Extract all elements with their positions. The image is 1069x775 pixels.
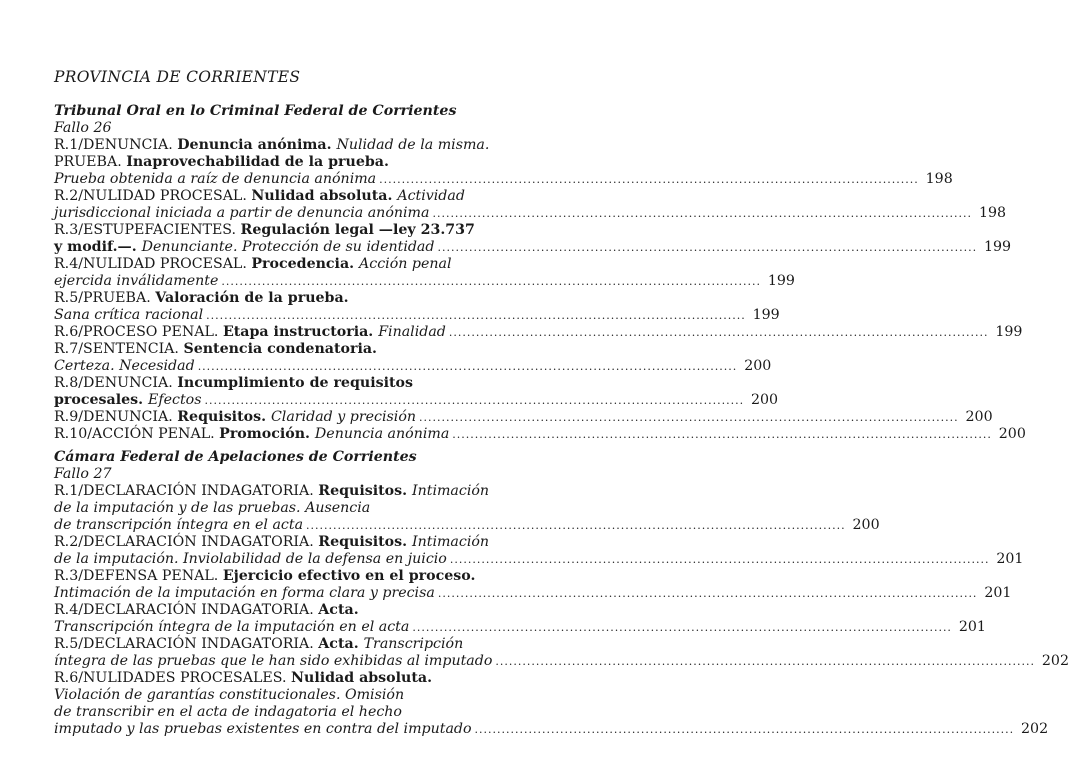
entry-line <box>54 341 494 358</box>
bold-topic: Requisitos. <box>318 534 412 550</box>
entry-text <box>54 636 463 653</box>
entry-line <box>54 137 494 154</box>
bold-topic: Denuncia anónima. <box>177 137 337 153</box>
page-number: 202 <box>1021 721 1049 737</box>
index-entry <box>54 426 1026 443</box>
entry-line <box>54 239 1012 256</box>
page-number: 201 <box>958 619 986 635</box>
entry-line <box>54 273 795 290</box>
bold-topic: Requisitos. <box>177 409 271 425</box>
index-entry <box>54 341 772 375</box>
province-title: PROVINCIA DE CORRIENTES <box>54 68 301 86</box>
page-number: 201 <box>984 585 1012 601</box>
rule-label: R.8/DENUNCIA. <box>54 375 178 391</box>
bold-topic: y modif.—. <box>54 239 142 255</box>
rule-label: R.9/DENUNCIA. <box>54 409 178 425</box>
rule-label: R.5/DECLARACIÓN INDAGATORIA. <box>54 636 319 652</box>
rule-label: R.10/ACCIÓN PENAL. <box>54 426 220 442</box>
italic-subtopic: de la imputación y de las pruebas. Ausencia <box>54 500 371 516</box>
italic-subtopic: Intimación de la imputación en forma clara y precisa <box>54 585 435 601</box>
bold-topic: Acta. <box>318 636 364 652</box>
page-number: 199 <box>983 239 1012 255</box>
leader-dots: ........................................................................................................................ <box>449 553 990 566</box>
entry-line <box>54 687 494 704</box>
entry-line <box>54 602 494 619</box>
page-number: 199 <box>995 324 1023 340</box>
entry-text <box>54 721 472 738</box>
entry-text <box>54 653 492 670</box>
entry-line <box>54 636 494 653</box>
index-entry <box>54 256 795 290</box>
page-number: 198 <box>978 205 1007 221</box>
index-entry <box>54 602 986 636</box>
bold-topic: Acta. <box>318 602 359 618</box>
entry-line <box>54 704 494 721</box>
entry-text <box>54 585 435 602</box>
italic-subtopic: Intimación <box>412 534 490 550</box>
entry-text <box>54 256 452 273</box>
entry-text <box>54 137 489 154</box>
entry-text <box>54 205 429 222</box>
page-number: 200 <box>852 517 880 533</box>
page-number: 200 <box>744 358 772 374</box>
leader-dots: ........................................................................................................................ <box>206 309 746 322</box>
rule-label: R.1/DECLARACIÓN INDAGATORIA. <box>54 483 319 499</box>
entry-text <box>54 239 434 256</box>
leader-dots: ........................................................................................................................ <box>448 326 989 339</box>
rule-label: R.1/DENUNCIA. <box>54 137 178 153</box>
entry-text <box>54 409 416 426</box>
entry-line <box>54 307 780 324</box>
index-entry <box>54 483 880 534</box>
entry-text <box>54 568 475 585</box>
rule-label: R.2/NULIDAD PROCESAL. <box>54 188 252 204</box>
entry-line <box>54 721 1049 738</box>
fallo-label: Fallo 27 <box>54 466 112 482</box>
bold-topic: Promoción. <box>219 426 315 442</box>
italic-subtopic: jurisdiccional iniciada a partir de denuncia anónima <box>54 205 430 221</box>
rule-label: R.6/NULIDADES PROCESALES. <box>54 670 292 686</box>
italic-subtopic: íntegra de las pruebas que le han sido exhibidas al imputado <box>54 653 493 669</box>
bold-topic: Sentencia condenatoria. <box>183 341 377 357</box>
index-entry <box>54 409 993 426</box>
entry-text <box>54 687 404 704</box>
index-entry <box>54 188 1007 222</box>
entry-text <box>54 426 449 443</box>
entry-line <box>54 324 1023 341</box>
index-entries <box>54 137 1026 443</box>
bold-topic: Valoración de la prueba. <box>155 290 349 306</box>
entry-line <box>54 188 494 205</box>
index-entry <box>54 568 1012 602</box>
index-entry <box>54 636 1069 670</box>
leader-dots: ........................................................................................................................ <box>437 241 978 254</box>
entry-text <box>54 273 218 290</box>
entry-line <box>54 670 494 687</box>
leader-dots: ........................................................................................................................ <box>204 394 745 407</box>
entry-text <box>54 171 376 188</box>
italic-subtopic: Acción penal <box>359 256 452 272</box>
entry-line <box>54 426 1026 443</box>
leader-dots: ........................................................................................................................ <box>452 428 992 441</box>
leader-dots: ........................................................................................................................ <box>306 519 846 532</box>
bold-topic: Incumplimiento de requisitos <box>177 375 413 391</box>
entry-line <box>54 568 494 585</box>
bold-topic: Etapa instructoria. <box>222 324 379 340</box>
rule-label: PRUEBA. <box>54 154 127 170</box>
italic-subtopic: Claridad y precisión <box>270 409 417 425</box>
bold-topic: Nulidad absoluta. <box>291 670 433 686</box>
italic-subtopic: ejercida inválidamente <box>54 273 219 289</box>
leader-dots: ........................................................................................................................ <box>221 275 761 288</box>
italic-subtopic: Prueba obtenida a raíz de denuncia anónima <box>54 171 377 187</box>
page-number: 199 <box>752 307 780 323</box>
page-number: 200 <box>965 409 993 425</box>
bold-topic: procesales. <box>54 392 148 408</box>
leader-dots: ........................................................................................................................ <box>474 723 1015 736</box>
leader-dots: ........................................................................................................................ <box>437 587 978 600</box>
italic-subtopic: Nulidad de la misma. <box>336 137 490 153</box>
bold-topic: Procedencia. <box>251 256 360 272</box>
italic-subtopic: Actividad <box>397 188 465 204</box>
court-section <box>54 449 1069 738</box>
italic-subtopic: Denuncia anónima <box>314 426 450 442</box>
index-entry <box>54 534 1024 568</box>
entry-text <box>54 704 402 721</box>
leader-dots: ........................................................................................................................ <box>495 655 1035 668</box>
entry-text <box>54 222 475 239</box>
page-number: 200 <box>750 392 779 408</box>
rule-label: R.6/PROCESO PENAL. <box>54 324 223 340</box>
entry-text <box>54 188 465 205</box>
leader-dots: ........................................................................................................................ <box>379 173 919 186</box>
italic-subtopic: de la imputación. Inviolabilidad de la defensa en juicio <box>54 551 447 567</box>
entry-line <box>54 483 494 500</box>
italic-subtopic: Certeza. Necesidad <box>54 358 195 374</box>
page-number: 199 <box>767 273 795 289</box>
entry-line <box>54 409 993 426</box>
rule-label: R.2/DECLARACIÓN INDAGATORIA. <box>54 534 319 550</box>
index-entry <box>54 375 779 409</box>
italic-subtopic: Transcripción <box>363 636 464 652</box>
italic-subtopic: Intimación <box>412 483 490 499</box>
entry-text <box>54 154 389 171</box>
italic-subtopic: Transcripción íntegra de la imputación en el acta <box>54 619 410 635</box>
leader-dots: ........................................................................................................................ <box>197 360 738 373</box>
court-heading: Tribunal Oral en lo Criminal Federal de Corrientes <box>54 103 457 119</box>
entry-line <box>54 619 986 636</box>
italic-subtopic: Efectos <box>148 392 202 408</box>
index-entries <box>54 483 1069 738</box>
entry-text <box>54 392 201 409</box>
entry-line <box>54 171 953 188</box>
index-entry <box>54 324 1023 341</box>
page-number: 200 <box>998 426 1026 442</box>
entry-text <box>54 307 203 324</box>
entry-text <box>54 534 489 551</box>
entry-line <box>54 154 494 171</box>
italic-subtopic: de transcribir en el acta de indagatoria el hecho <box>54 704 402 720</box>
entry-line <box>54 653 1069 670</box>
court-heading: Cámara Federal de Apelaciones de Corrientes <box>54 449 417 465</box>
entry-line <box>54 500 494 517</box>
bold-topic: Ejercicio efectivo en el proceso. <box>222 568 476 584</box>
page-number: 202 <box>1041 653 1069 669</box>
bold-topic: Inaprovechabilidad de la prueba. <box>126 154 389 170</box>
entry-text <box>54 551 447 568</box>
entry-text <box>54 517 303 534</box>
entry-text <box>54 602 359 619</box>
rule-label: R.3/ESTUPEFACIENTES. <box>54 222 241 238</box>
page-number: 201 <box>996 551 1024 567</box>
entry-line <box>54 205 1007 222</box>
entry-line <box>54 534 494 551</box>
index-entry <box>54 222 1012 256</box>
entry-text <box>54 619 409 636</box>
leader-dots: ........................................................................................................................ <box>412 621 952 634</box>
bold-topic: Regulación legal —ley 23.737 <box>240 222 475 238</box>
leader-dots: ........................................................................................................................ <box>419 411 959 424</box>
entry-text <box>54 670 432 687</box>
italic-subtopic: Denunciante. Protección de su identidad <box>141 239 435 255</box>
entry-line <box>54 392 779 409</box>
rule-label: R.5/PRUEBA. <box>54 290 156 306</box>
rule-label: R.4/NULIDAD PROCESAL. <box>54 256 252 272</box>
entry-line <box>54 358 772 375</box>
entry-text <box>54 375 413 392</box>
index-entry <box>54 137 953 188</box>
leader-dots: ........................................................................................................................ <box>432 207 973 220</box>
entry-text <box>54 500 370 517</box>
entry-text <box>54 324 446 341</box>
entry-line <box>54 256 494 273</box>
entry-text <box>54 358 195 375</box>
index-entry <box>54 290 780 324</box>
entry-line <box>54 290 494 307</box>
italic-subtopic: imputado y las pruebas existentes en contra del imputado <box>54 721 472 737</box>
index-entry <box>54 670 1049 738</box>
italic-subtopic: de transcripción íntegra en el acta <box>54 517 304 533</box>
italic-subtopic: Finalidad <box>378 324 446 340</box>
entry-line <box>54 517 880 534</box>
bold-topic: Requisitos. <box>318 483 412 499</box>
page-number: 198 <box>925 171 953 187</box>
entry-line <box>54 551 1024 568</box>
italic-subtopic: Violación de garantías constitucionales. Omisión <box>54 687 405 703</box>
bold-topic: Nulidad absoluta. <box>251 188 398 204</box>
fallo-label: Fallo 26 <box>54 120 112 136</box>
entry-text <box>54 341 377 358</box>
entry-line <box>54 222 494 239</box>
italic-subtopic: Sana crítica racional <box>54 307 204 323</box>
rule-label: R.7/SENTENCIA. <box>54 341 184 357</box>
rule-label: R.4/DECLARACIÓN INDAGATORIA. <box>54 602 319 618</box>
entry-text <box>54 290 349 307</box>
court-section <box>54 103 1026 443</box>
entry-line <box>54 375 494 392</box>
entry-text <box>54 483 489 500</box>
entry-line <box>54 585 1012 602</box>
rule-label: R.3/DEFENSA PENAL. <box>54 568 223 584</box>
